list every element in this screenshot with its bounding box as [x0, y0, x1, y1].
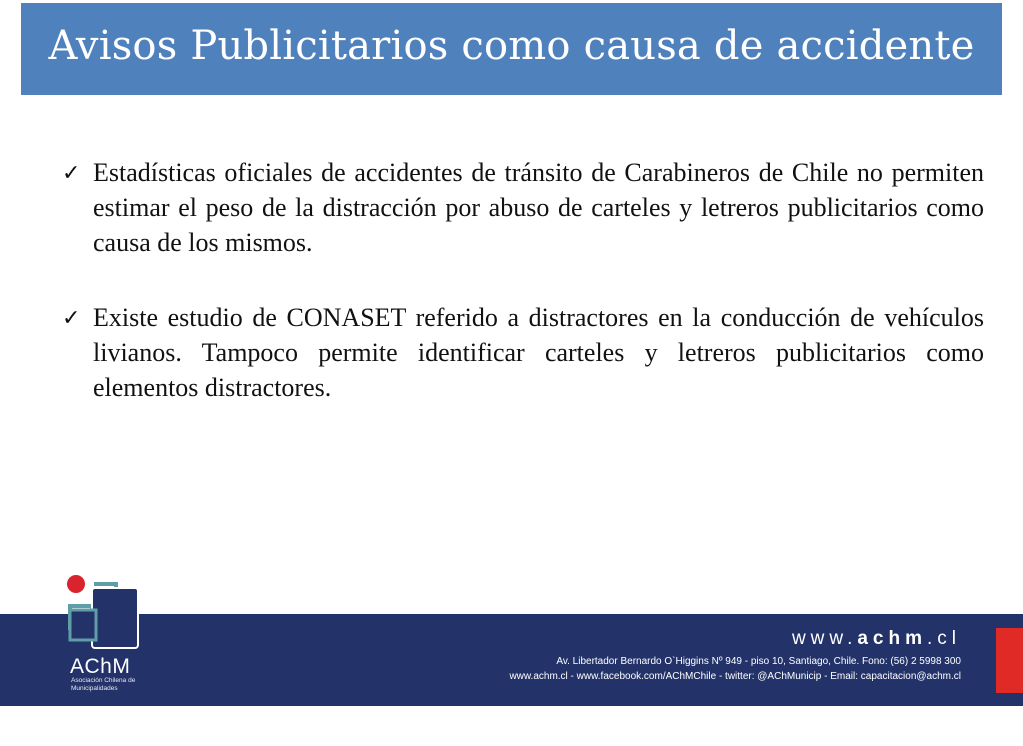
bullet-item	[62, 155, 984, 260]
bullet-text: Existe estudio de CONASET referido a distractores en la conducción de vehículos livianos. Tampoco permite identificar carteles y letreros publicitarios como elementos distractores.	[93, 303, 984, 402]
bullet-text: Estadísticas oficiales de accidentes de tránsito de Carabineros de Chile no permiten estimar el peso de la distracción por abuso de carteles y letreros publicitarios como causa de los mismos.	[93, 158, 984, 257]
red-accent-bar	[996, 628, 1023, 693]
slide-title: Avisos Publicitarios como causa de accidente	[48, 23, 975, 69]
logo-name: AChM	[70, 655, 131, 678]
bullet-list	[62, 155, 984, 445]
bullet-item	[62, 300, 984, 405]
footer-links: www.achm.cl - www.facebook.com/AChMChile - twitter: @AChMunicip - Email: capacitacion@achm.cl	[509, 671, 961, 682]
url-domain: achm	[857, 628, 927, 649]
url-suffix: .cl	[927, 628, 961, 649]
title-bar	[21, 3, 1002, 95]
logo-subtitle: Asociación Chilena de Municipalidades	[71, 677, 136, 692]
footer-address: Av. Libertador Bernardo O`Higgins Nº 949 - piso 10, Santiago, Chile. Fono: (56) 2 5998 300	[556, 656, 961, 667]
checkmark-icon: ✓	[62, 306, 81, 331]
url-prefix: www.	[791, 628, 858, 649]
footer-website[interactable]	[792, 628, 961, 650]
checkmark-icon: ✓	[62, 161, 81, 186]
